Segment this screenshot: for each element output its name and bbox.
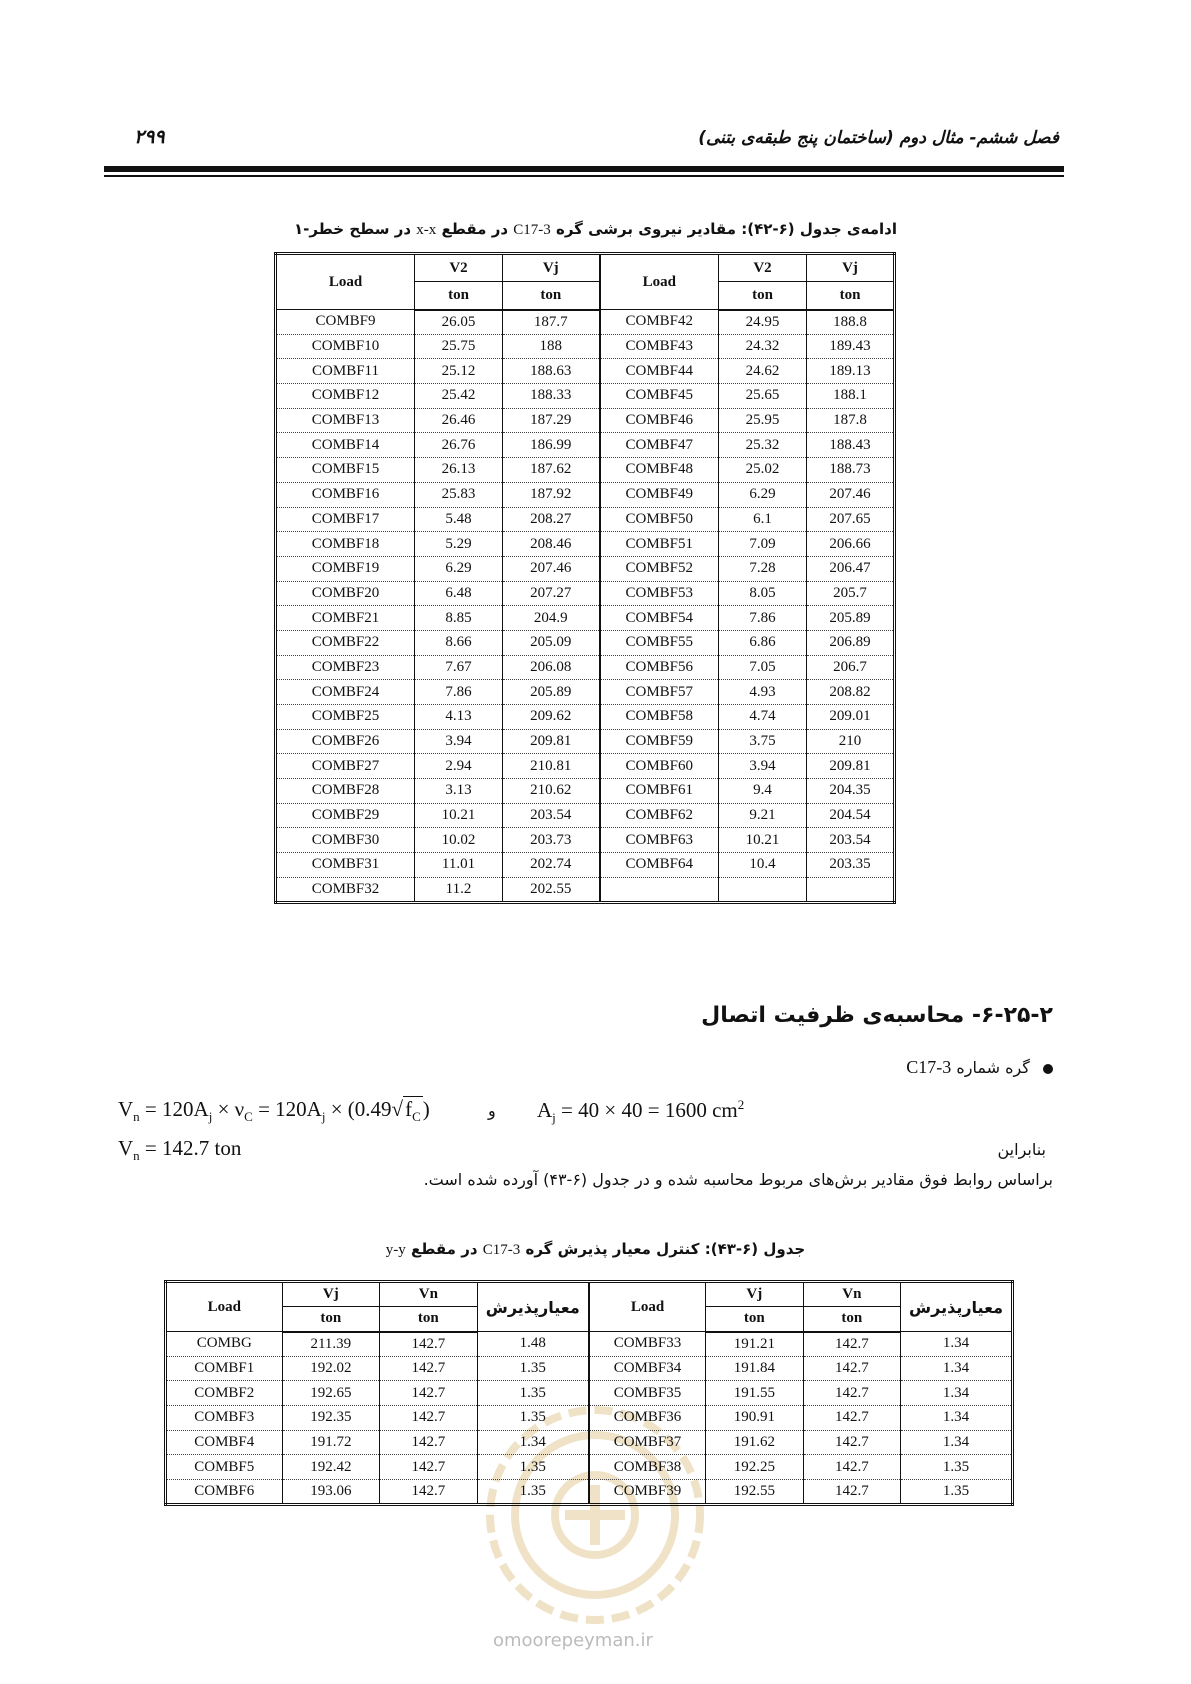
load-cell: COMBF64	[600, 853, 719, 878]
load-cell: COMBF42	[600, 310, 719, 335]
value-cell: 4.13	[415, 705, 503, 730]
equation-result: $V_n = 142.7$ ton	[118, 1136, 242, 1164]
equation-aj: $A_j = 40 \times 40 = 1600$ $cm^2$	[537, 1097, 745, 1126]
load-cell: COMBF25	[276, 705, 415, 730]
bullet-icon	[1043, 1064, 1053, 1074]
load-cell: COMBF33	[589, 1332, 706, 1357]
header-unit: ton	[380, 1307, 477, 1332]
load-cell: COMBF29	[276, 803, 415, 828]
value-cell: 142.7	[380, 1332, 477, 1357]
value-cell: 6.48	[415, 581, 503, 606]
value-cell: 1.34	[901, 1406, 1013, 1431]
header-unit: ton	[282, 1307, 380, 1332]
load-cell: COMBF51	[600, 532, 719, 557]
value-cell: 25.12	[415, 359, 503, 384]
value-cell: 11.2	[415, 877, 503, 902]
value-cell: 142.7	[803, 1381, 900, 1406]
header-vj: Vj	[706, 1282, 804, 1307]
table-row	[276, 581, 895, 606]
section-title: ۶-۲۵-۲- محاسبه‌ی ظرفیت اتصال	[701, 1003, 1053, 1028]
bullet-node	[906, 1057, 1053, 1078]
value-cell: 5.48	[415, 507, 503, 532]
value-cell: 3.13	[415, 779, 503, 804]
value-cell: 191.21	[706, 1332, 804, 1357]
table-row	[166, 1356, 1013, 1381]
value-cell: 6.86	[719, 630, 807, 655]
value-cell: 188.1	[807, 384, 895, 409]
value-cell: 209.81	[503, 729, 600, 754]
value-cell: 25.83	[415, 482, 503, 507]
load-cell: COMBF34	[589, 1356, 706, 1381]
value-cell: 142.7	[380, 1356, 477, 1381]
value-cell: 142.7	[380, 1406, 477, 1431]
table-row	[166, 1430, 1013, 1455]
value-cell: 188.63	[503, 359, 600, 384]
header-criteria: معیارپذیرش	[477, 1282, 589, 1332]
load-cell: COMBF56	[600, 655, 719, 680]
value-cell: 7.67	[415, 655, 503, 680]
table-row	[276, 334, 895, 359]
page-number: ۲۹۹	[134, 126, 165, 148]
value-cell: 205.09	[503, 630, 600, 655]
load-cell: COMBF54	[600, 606, 719, 631]
value-cell: 210.62	[503, 779, 600, 804]
value-cell: 1.34	[901, 1381, 1013, 1406]
header-load: Load	[276, 254, 415, 310]
value-cell: 5.29	[415, 532, 503, 557]
value-cell: 208.27	[503, 507, 600, 532]
header-unit: ton	[706, 1307, 804, 1332]
value-cell: 191.62	[706, 1430, 804, 1455]
value-cell: 192.42	[282, 1455, 380, 1480]
value-cell: 8.85	[415, 606, 503, 631]
value-cell: 202.74	[503, 853, 600, 878]
load-cell: COMBF47	[600, 433, 719, 458]
load-cell: COMBF37	[589, 1430, 706, 1455]
load-cell: COMBF44	[600, 359, 719, 384]
value-cell: 9.4	[719, 779, 807, 804]
table-row	[276, 507, 895, 532]
value-cell: 209.62	[503, 705, 600, 730]
load-cell: COMBF32	[276, 877, 415, 902]
value-cell: 3.75	[719, 729, 807, 754]
value-cell: 203.73	[503, 828, 600, 853]
table-row	[276, 556, 895, 581]
load-cell: COMBF31	[276, 853, 415, 878]
header-v2: V2	[719, 254, 807, 282]
value-cell: 24.95	[719, 310, 807, 335]
header-unit: ton	[807, 282, 895, 310]
load-cell	[600, 877, 719, 902]
load-cell: COMBG	[166, 1332, 283, 1357]
value-cell: 1.34	[901, 1430, 1013, 1455]
value-cell: 25.42	[415, 384, 503, 409]
value-cell: 25.75	[415, 334, 503, 359]
value-cell: 188.8	[807, 310, 895, 335]
load-cell: COMBF48	[600, 458, 719, 483]
load-cell: COMBF61	[600, 779, 719, 804]
value-cell: 188.73	[807, 458, 895, 483]
header-vj: Vj	[282, 1282, 380, 1307]
value-cell: 142.7	[803, 1332, 900, 1357]
value-cell: 188.33	[503, 384, 600, 409]
value-cell: 192.65	[282, 1381, 380, 1406]
table-row	[276, 310, 895, 335]
value-cell	[719, 877, 807, 902]
value-cell: 190.91	[706, 1406, 804, 1431]
header-vn: Vn	[380, 1282, 477, 1307]
table-row	[276, 482, 895, 507]
explanation-paragraph: براساس روابط فوق مقادیر برش‌های مربوط محاسبه شده و در جدول (۶-۴۳) آورده شده است.	[423, 1170, 1053, 1189]
value-cell: 7.05	[719, 655, 807, 680]
table-row	[276, 606, 895, 631]
header-criteria: معیارپذیرش	[901, 1282, 1013, 1332]
table-row	[276, 828, 895, 853]
load-cell: COMBF11	[276, 359, 415, 384]
value-cell: 8.66	[415, 630, 503, 655]
value-cell: 187.8	[807, 408, 895, 433]
value-cell: 191.84	[706, 1356, 804, 1381]
value-cell: 189.43	[807, 334, 895, 359]
value-cell: 210.81	[503, 754, 600, 779]
load-cell: COMBF20	[276, 581, 415, 606]
value-cell: 203.54	[503, 803, 600, 828]
table2-caption-prefix: جدول (۶-۴۳): کنترل معیار پذیرش گره	[525, 1240, 806, 1258]
value-cell: 205.89	[503, 680, 600, 705]
value-cell: 203.35	[807, 853, 895, 878]
value-cell: 206.08	[503, 655, 600, 680]
load-cell: COMBF52	[600, 556, 719, 581]
header-unit: ton	[415, 282, 503, 310]
and-word: و	[488, 1101, 496, 1120]
header-load: Load	[166, 1282, 283, 1332]
header-load: Load	[600, 254, 719, 310]
load-cell: COMBF38	[589, 1455, 706, 1480]
table-row	[166, 1332, 1013, 1357]
load-cell: COMBF24	[276, 680, 415, 705]
value-cell: 203.54	[807, 828, 895, 853]
table1-caption-prefix: ادامه‌ی جدول (۶-۴۲): مقادیر نیروی برشی گره	[556, 220, 898, 238]
header-load: Load	[589, 1282, 706, 1332]
header-v2: V2	[415, 254, 503, 282]
header-vj: Vj	[807, 254, 895, 282]
table-row	[276, 458, 895, 483]
value-cell: 24.32	[719, 334, 807, 359]
value-cell: 191.72	[282, 1430, 380, 1455]
chapter-title: فصل ششم- مثال دوم (ساختمان پنج طبقه‌ی بتنی)	[698, 128, 1059, 148]
table-row	[276, 680, 895, 705]
value-cell: 207.27	[503, 581, 600, 606]
value-cell: 207.46	[503, 556, 600, 581]
value-cell: 7.09	[719, 532, 807, 557]
value-cell: 25.65	[719, 384, 807, 409]
value-cell: 7.28	[719, 556, 807, 581]
load-cell: COMBF18	[276, 532, 415, 557]
value-cell: 7.86	[415, 680, 503, 705]
bullet-node-id: C17-3	[906, 1057, 952, 1077]
header-vn: Vn	[803, 1282, 900, 1307]
value-cell: 192.55	[706, 1480, 804, 1505]
table-row	[276, 803, 895, 828]
value-cell: 10.21	[415, 803, 503, 828]
load-cell: COMBF14	[276, 433, 415, 458]
value-cell: 6.1	[719, 507, 807, 532]
value-cell: 7.86	[719, 606, 807, 631]
value-cell: 26.76	[415, 433, 503, 458]
table-row	[276, 433, 895, 458]
value-cell: 208.82	[807, 680, 895, 705]
value-cell: 142.7	[380, 1430, 477, 1455]
load-cell: COMBF28	[276, 779, 415, 804]
value-cell: 187.92	[503, 482, 600, 507]
load-cell: COMBF30	[276, 828, 415, 853]
header-rule	[104, 166, 1064, 172]
value-cell: 188	[503, 334, 600, 359]
value-cell: 4.93	[719, 680, 807, 705]
load-cell: COMBF62	[600, 803, 719, 828]
value-cell: 209.01	[807, 705, 895, 730]
value-cell: 204.9	[503, 606, 600, 631]
load-cell: COMBF1	[166, 1356, 283, 1381]
table-row	[276, 853, 895, 878]
value-cell: 25.32	[719, 433, 807, 458]
load-cell: COMBF63	[600, 828, 719, 853]
value-cell: 142.7	[380, 1455, 477, 1480]
load-cell: COMBF46	[600, 408, 719, 433]
value-cell: 142.7	[803, 1356, 900, 1381]
load-cell: COMBF58	[600, 705, 719, 730]
value-cell: 6.29	[719, 482, 807, 507]
load-cell: COMBF43	[600, 334, 719, 359]
value-cell: 192.35	[282, 1406, 380, 1431]
value-cell: 204.35	[807, 779, 895, 804]
load-cell: COMBF22	[276, 630, 415, 655]
load-cell: COMBF27	[276, 754, 415, 779]
value-cell: 187.29	[503, 408, 600, 433]
table2-caption-node: C17-3	[482, 1242, 521, 1258]
load-cell: COMBF35	[589, 1381, 706, 1406]
table-row	[276, 359, 895, 384]
value-cell: 206.7	[807, 655, 895, 680]
header-unit: ton	[803, 1307, 900, 1332]
table-row	[276, 779, 895, 804]
table1-caption-node: C17-3	[513, 222, 551, 238]
value-cell: 206.89	[807, 630, 895, 655]
value-cell: 26.13	[415, 458, 503, 483]
value-cell: 187.62	[503, 458, 600, 483]
table-row	[166, 1480, 1013, 1505]
equation-vn: $V_n = 120A_j \times \nu_C = 120A_j \times (0.49√f_C)$	[118, 1097, 430, 1125]
load-cell: COMBF50	[600, 507, 719, 532]
load-cell: COMBF9	[276, 310, 415, 335]
load-cell: COMBF4	[166, 1430, 283, 1455]
value-cell: 11.01	[415, 853, 503, 878]
load-cell: COMBF12	[276, 384, 415, 409]
value-cell: 142.7	[380, 1480, 477, 1505]
value-cell: 4.74	[719, 705, 807, 730]
value-cell: 206.66	[807, 532, 895, 557]
value-cell: 142.7	[803, 1480, 900, 1505]
value-cell: 26.05	[415, 310, 503, 335]
value-cell: 205.89	[807, 606, 895, 631]
value-cell: 192.25	[706, 1455, 804, 1480]
value-cell: 1.35	[901, 1455, 1013, 1480]
value-cell: 204.54	[807, 803, 895, 828]
value-cell: 1.35	[477, 1455, 589, 1480]
load-cell: COMBF23	[276, 655, 415, 680]
value-cell: 207.46	[807, 482, 895, 507]
acceptance-criteria-table	[164, 1280, 1014, 1506]
value-cell: 142.7	[803, 1455, 900, 1480]
table-row	[276, 630, 895, 655]
value-cell: 191.55	[706, 1381, 804, 1406]
value-cell: 9.21	[719, 803, 807, 828]
table2-caption-mid: در مقطع	[411, 1240, 478, 1258]
table-row	[166, 1455, 1013, 1480]
value-cell: 1.48	[477, 1332, 589, 1357]
bullet-text: گره شماره	[956, 1058, 1030, 1077]
value-cell: 142.7	[803, 1406, 900, 1431]
load-cell: COMBF49	[600, 482, 719, 507]
load-cell: COMBF45	[600, 384, 719, 409]
value-cell	[807, 877, 895, 902]
table-row	[166, 1406, 1013, 1431]
value-cell: 202.55	[503, 877, 600, 902]
value-cell: 1.35	[477, 1406, 589, 1431]
footer-url: omoorepeyman.ir	[493, 1630, 653, 1651]
value-cell: 1.35	[477, 1356, 589, 1381]
shear-force-table	[274, 252, 896, 904]
value-cell: 25.02	[719, 458, 807, 483]
value-cell: 10.02	[415, 828, 503, 853]
value-cell: 10.4	[719, 853, 807, 878]
value-cell: 193.06	[282, 1480, 380, 1505]
value-cell: 211.39	[282, 1332, 380, 1357]
value-cell: 208.46	[503, 532, 600, 557]
load-cell: COMBF36	[589, 1406, 706, 1431]
value-cell: 1.34	[477, 1430, 589, 1455]
load-cell: COMBF59	[600, 729, 719, 754]
value-cell: 210	[807, 729, 895, 754]
value-cell: 186.99	[503, 433, 600, 458]
table-row	[276, 877, 895, 902]
result-value: 142.7 ton	[162, 1136, 242, 1160]
load-cell: COMBF19	[276, 556, 415, 581]
value-cell: 209.81	[807, 754, 895, 779]
value-cell: 187.7	[503, 310, 600, 335]
load-cell: COMBF16	[276, 482, 415, 507]
load-cell: COMBF5	[166, 1455, 283, 1480]
table1-caption-suffix: در سطح خطر-۱	[293, 220, 412, 238]
table-row	[276, 532, 895, 557]
value-cell: 26.46	[415, 408, 503, 433]
value-cell: 1.34	[901, 1332, 1013, 1357]
load-cell: COMBF6	[166, 1480, 283, 1505]
value-cell: 8.05	[719, 581, 807, 606]
table-row	[276, 408, 895, 433]
value-cell: 1.35	[901, 1480, 1013, 1505]
load-cell: COMBF26	[276, 729, 415, 754]
load-cell: COMBF3	[166, 1406, 283, 1431]
value-cell: 24.62	[719, 359, 807, 384]
table1-caption	[0, 220, 1191, 239]
header-vj: Vj	[503, 254, 600, 282]
value-cell: 2.94	[415, 754, 503, 779]
value-cell: 142.7	[803, 1430, 900, 1455]
table-row	[276, 705, 895, 730]
value-cell: 205.7	[807, 581, 895, 606]
value-cell: 10.21	[719, 828, 807, 853]
table2-caption	[0, 1240, 1191, 1259]
table2-caption-section: y-y	[385, 1242, 406, 1258]
load-cell: COMBF17	[276, 507, 415, 532]
load-cell: COMBF13	[276, 408, 415, 433]
value-cell: 206.47	[807, 556, 895, 581]
value-cell: 189.13	[807, 359, 895, 384]
value-cell: 6.29	[415, 556, 503, 581]
load-cell: COMBF15	[276, 458, 415, 483]
therefore-word: بنابراین	[997, 1140, 1046, 1159]
header-unit: ton	[719, 282, 807, 310]
value-cell: 1.34	[901, 1356, 1013, 1381]
value-cell: 3.94	[719, 754, 807, 779]
header-rule-thin	[104, 175, 1064, 177]
value-cell: 188.43	[807, 433, 895, 458]
load-cell: COMBF39	[589, 1480, 706, 1505]
load-cell: COMBF2	[166, 1381, 283, 1406]
load-cell: COMBF10	[276, 334, 415, 359]
load-cell: COMBF57	[600, 680, 719, 705]
load-cell: COMBF55	[600, 630, 719, 655]
load-cell: COMBF60	[600, 754, 719, 779]
table-row	[276, 384, 895, 409]
header-unit: ton	[503, 282, 600, 310]
value-cell: 142.7	[380, 1381, 477, 1406]
value-cell: 192.02	[282, 1356, 380, 1381]
table-row	[276, 655, 895, 680]
table-row	[166, 1381, 1013, 1406]
value-cell: 25.95	[719, 408, 807, 433]
value-cell: 207.65	[807, 507, 895, 532]
table-row	[276, 754, 895, 779]
load-cell: COMBF53	[600, 581, 719, 606]
value-cell: 3.94	[415, 729, 503, 754]
table1-caption-section: x-x	[416, 222, 437, 238]
table1-caption-mid: در مقطع	[441, 220, 509, 238]
value-cell: 1.35	[477, 1480, 589, 1505]
table-row	[276, 729, 895, 754]
value-cell: 1.35	[477, 1381, 589, 1406]
load-cell: COMBF21	[276, 606, 415, 631]
